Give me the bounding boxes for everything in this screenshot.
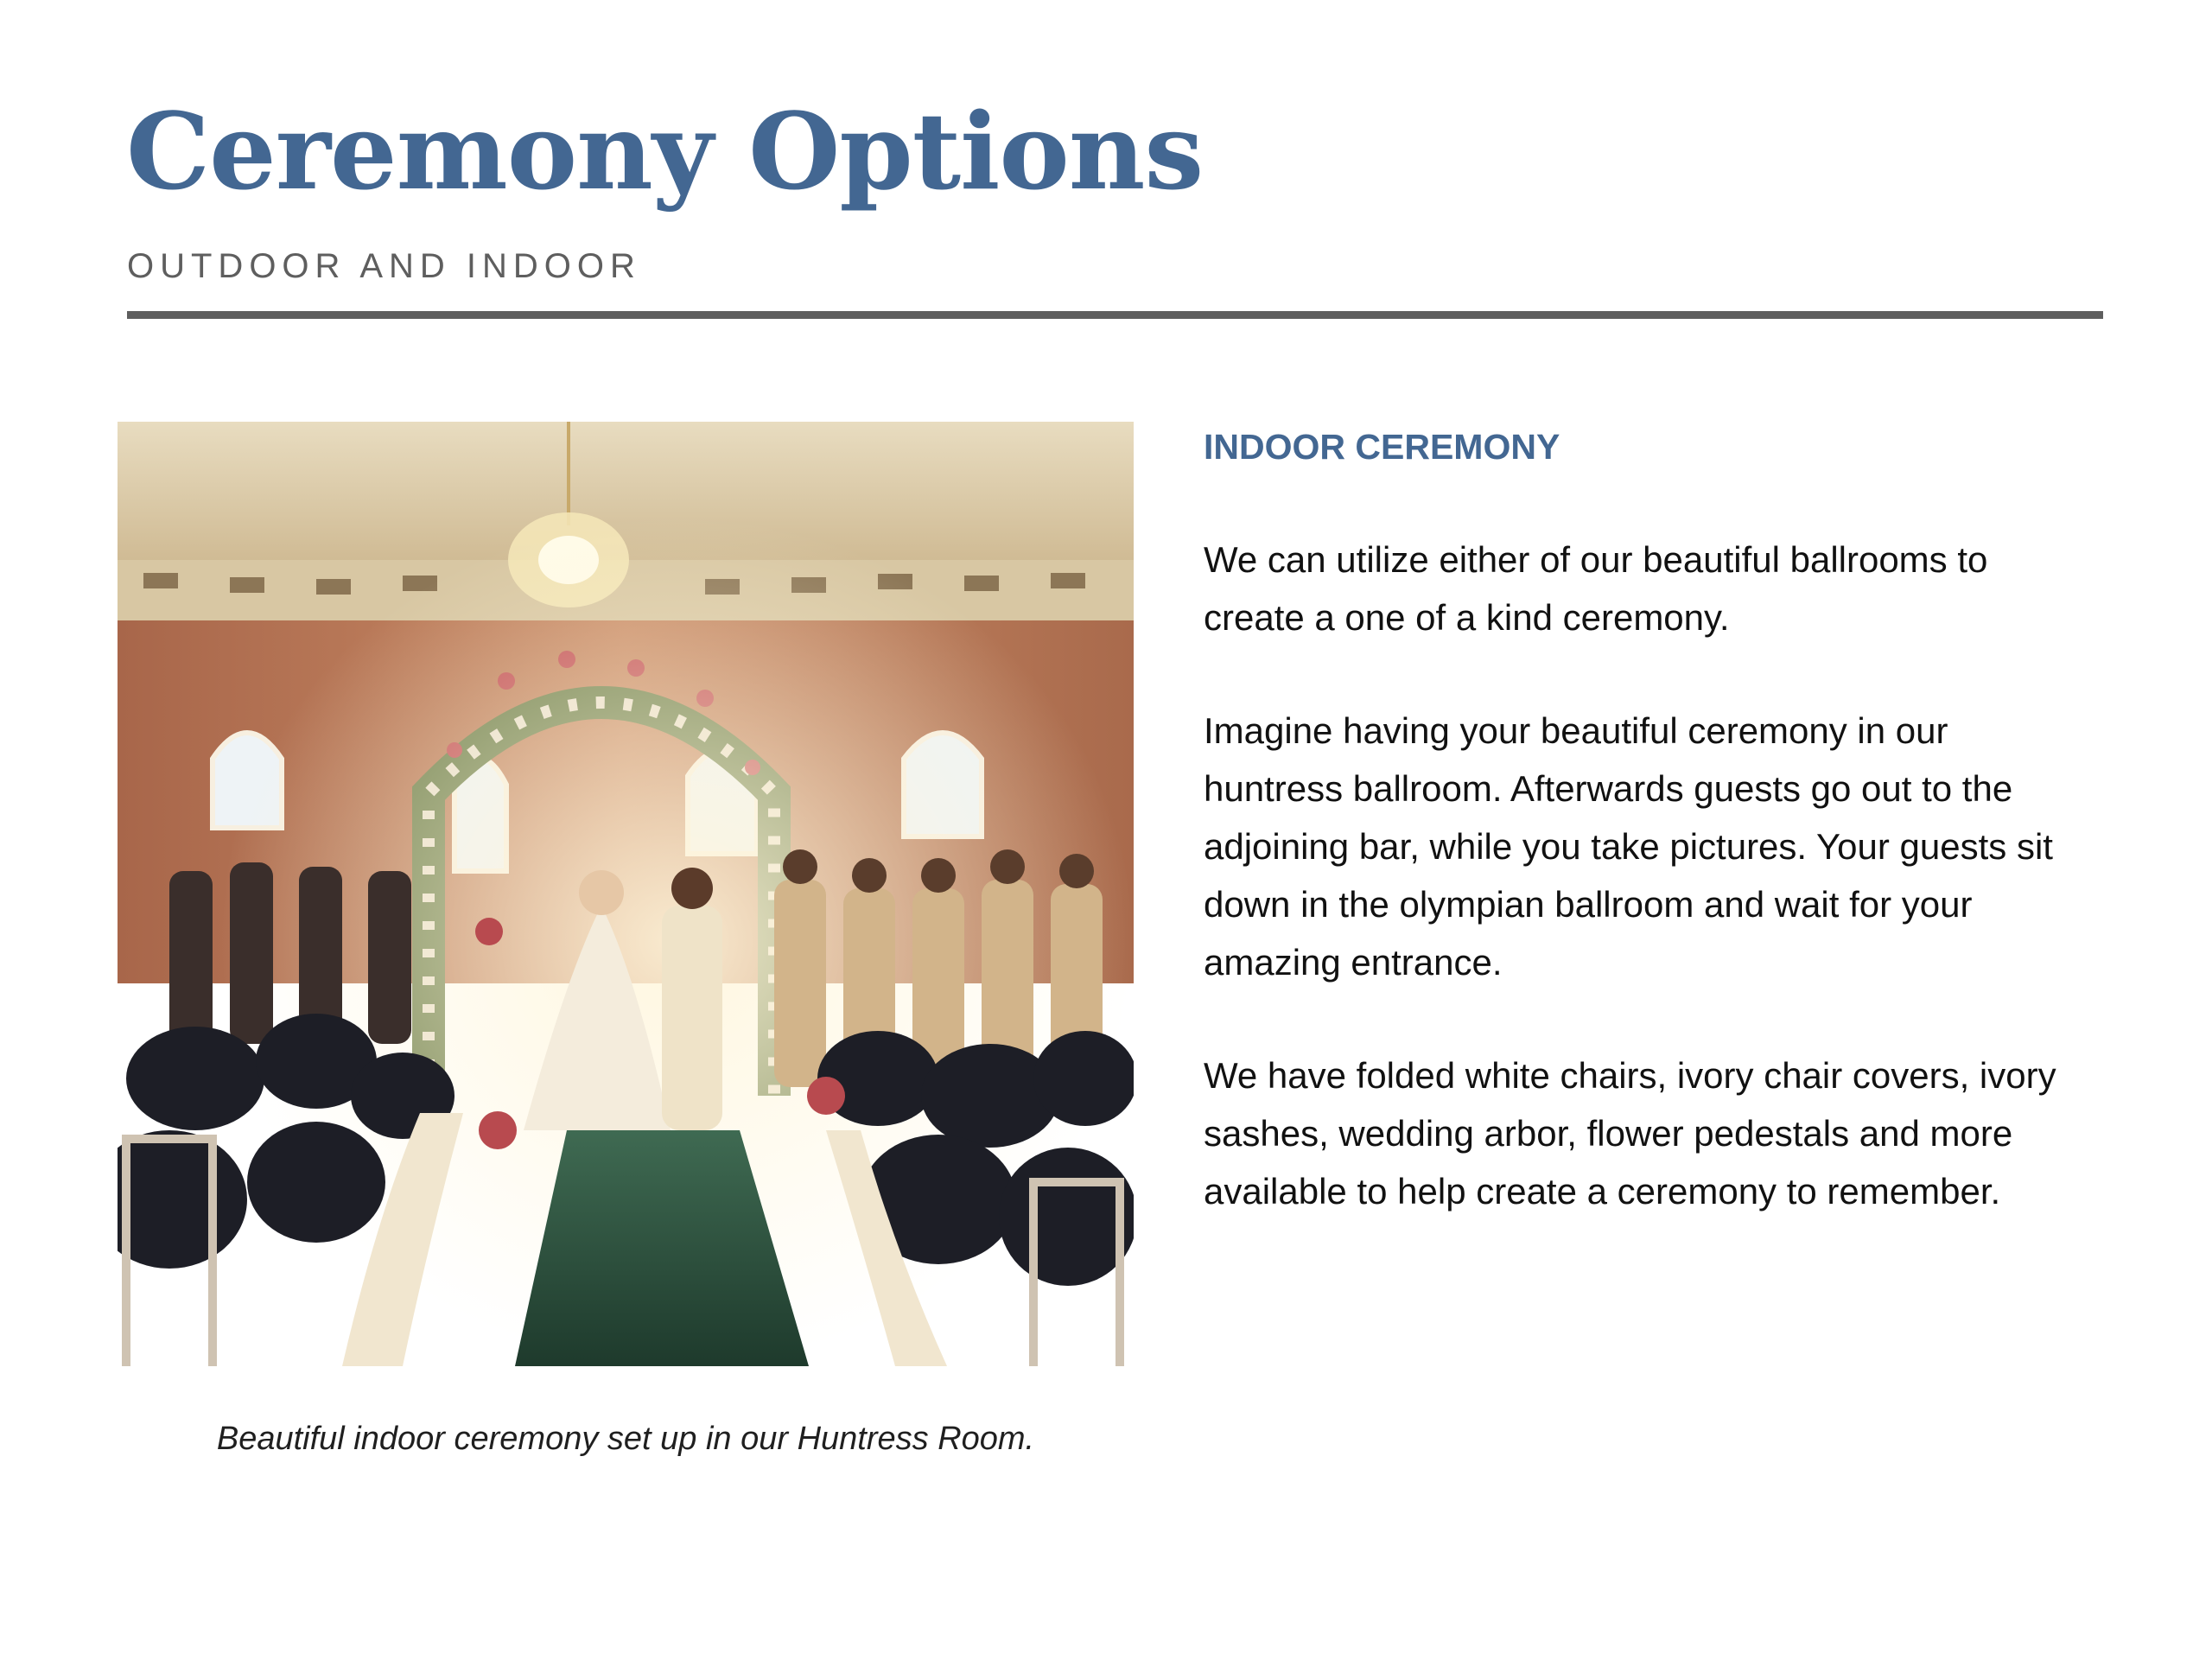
section-body — [1204, 531, 2076, 1275]
page-title: Ceremony Options — [126, 89, 1204, 213]
ceremony-photo — [118, 422, 1134, 1366]
body-paragraph: We have folded white chairs, ivory chair covers, ivory sashes, wedding arbor, flower pedestals and more available to help create a ceremony to remember. — [1204, 1055, 2056, 1212]
body-paragraph: Imagine having your beautiful ceremony in our huntress ballroom. Afterwards guests go out to the adjoining bar, while you take pictures. Your guests sit down in the olympian ballroom and wait for your amazing entrance. — [1204, 710, 2053, 983]
page-subtitle: OUTDOOR AND INDOOR — [127, 247, 641, 285]
title-divider — [127, 311, 2103, 319]
photo-caption: Beautiful indoor ceremony set up in our Huntress Room. — [216, 1421, 1035, 1457]
body-paragraph: We can utilize either of our beautiful ballrooms to create a one of a kind ceremony. — [1204, 539, 1988, 638]
section-heading: INDOOR CEREMONY — [1204, 427, 1560, 467]
